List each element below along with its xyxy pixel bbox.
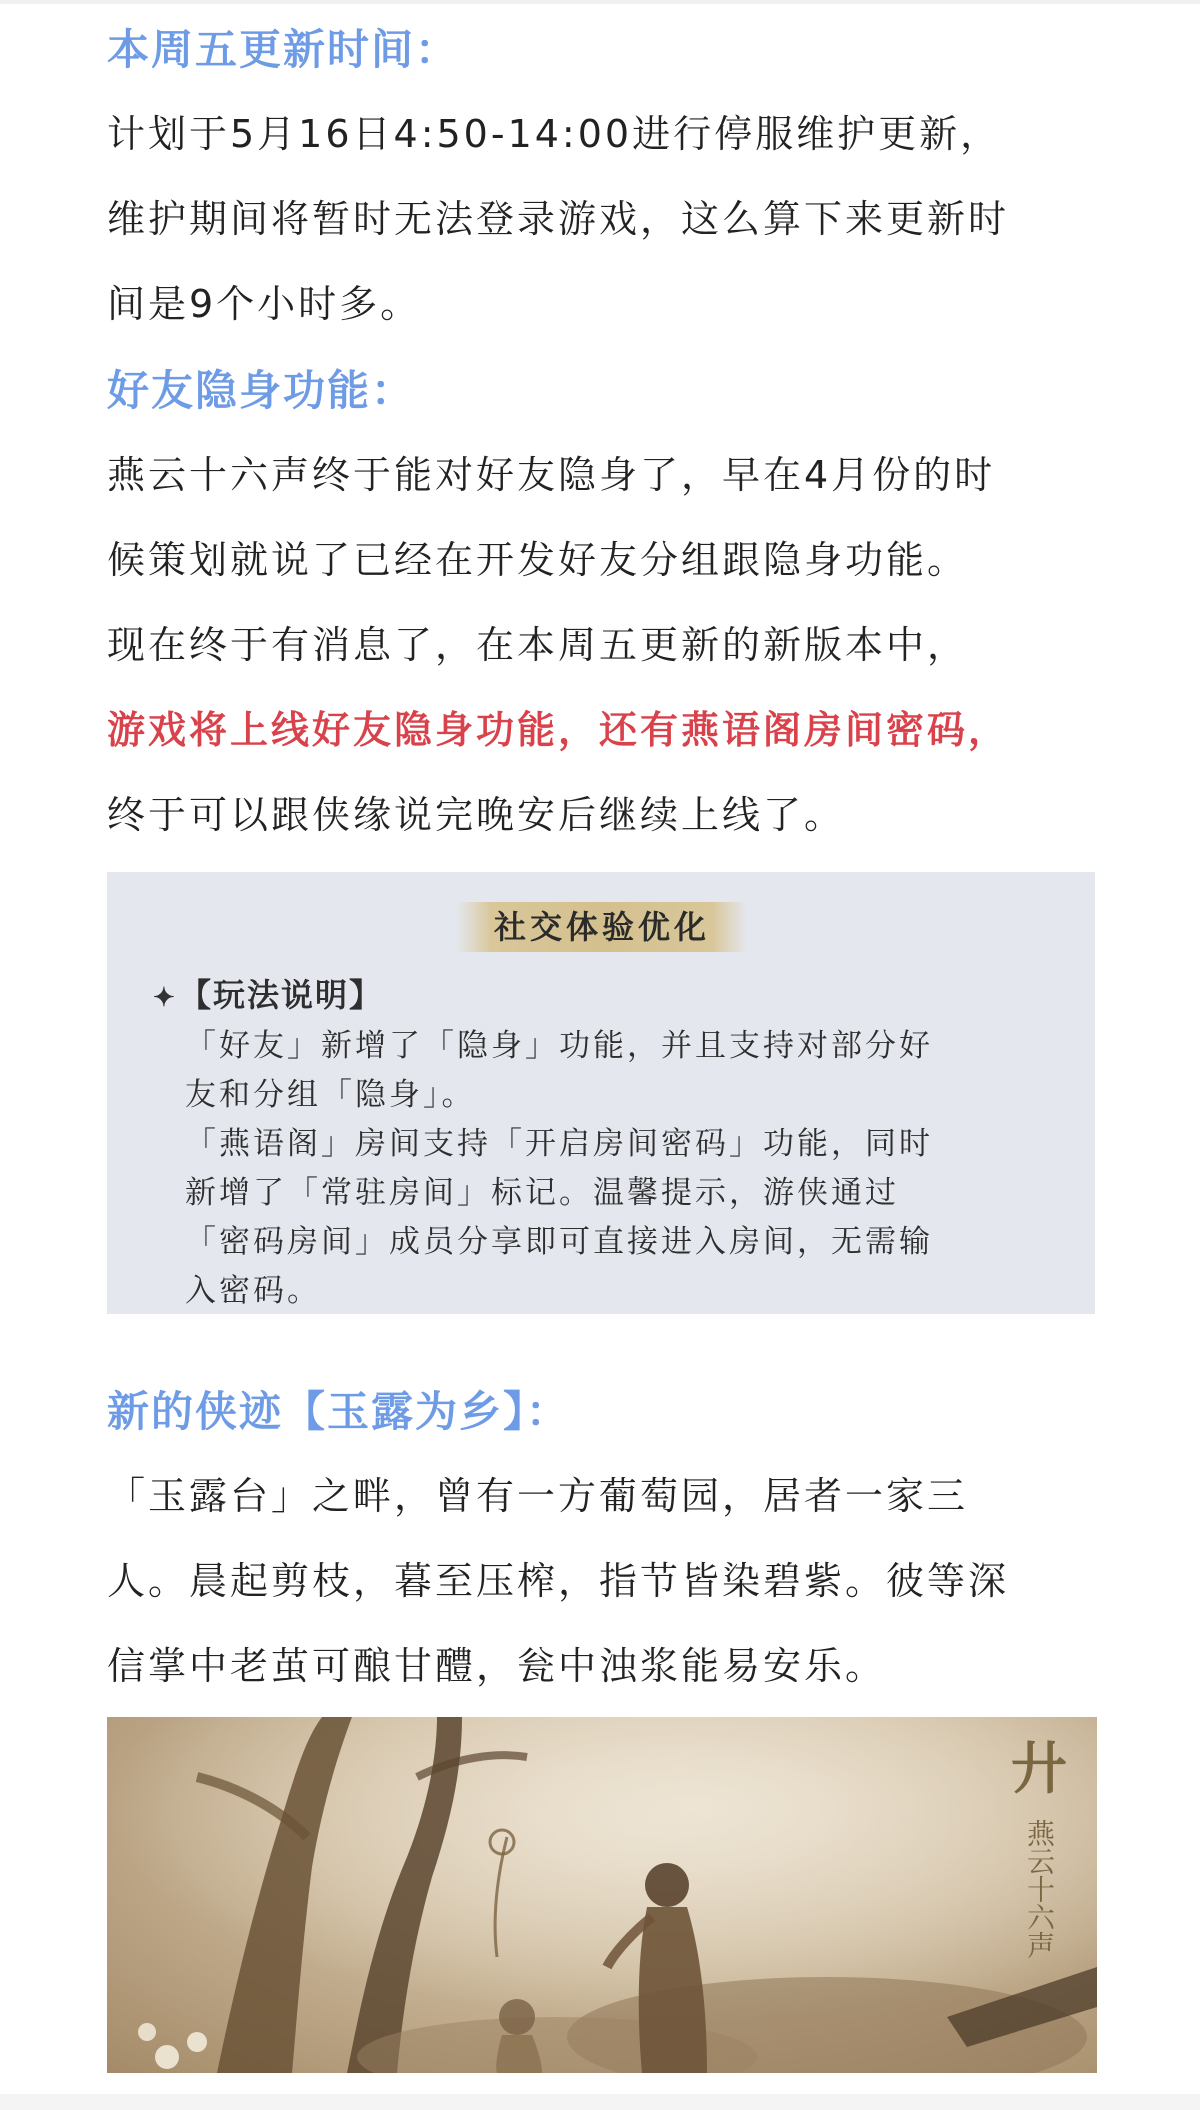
article-body [107, 22, 1093, 2073]
game-logo [999, 1736, 1079, 1983]
logo-mark: 廾 [1011, 1736, 1067, 1802]
paragraph-line: 人。晨起剪枝，暮至压榨，指节皆染碧紫。彼等深 [107, 1559, 1010, 1603]
sparkle-icon: ✦ [153, 983, 177, 1013]
highlight-line: 游戏将上线好友隐身功能，还有燕语阁房间密码， [107, 708, 1010, 752]
notice-subtitle [153, 972, 383, 1021]
paragraph-line: 燕云十六声终于能对好友隐身了，早在4月份的时 [107, 453, 996, 497]
top-divider [0, 0, 1200, 4]
paragraph-line: 「玉露台」之畔，曾有一方葡萄园，居者一家三 [107, 1474, 969, 1518]
paragraph-line: 终于可以跟侠缘说完晚安后继续上线了。 [107, 793, 846, 837]
notice-subtitle-text: 【玩法说明】 [179, 976, 384, 1014]
paragraph-line: 间是9个小时多。 [107, 282, 422, 326]
paragraph-line: 信掌中老茧可酿甘醴，瓮中浊浆能易安乐。 [107, 1644, 887, 1688]
social-optimization-notice-image [107, 872, 1095, 1314]
notice-line: 「密码房间」成员分享即可直接进入房间，无需输 [185, 1224, 933, 1260]
notice-line: 「好友」新增了「隐身」功能，并且支持对部分好 [185, 1028, 933, 1064]
notice-line: 「燕语阁」房间支持「开启房间密码」功能，同时 [185, 1126, 933, 1162]
logo-text: 燕云十六声 [1023, 1819, 1056, 1959]
paragraph-line: 维护期间将暂时无法登录游戏，这么算下来更新时 [107, 197, 1010, 241]
notice-line: 友和分组「隐身」。 [185, 1077, 476, 1113]
paragraph-line: 现在终于有消息了，在本周五更新的新版本中， [107, 623, 969, 667]
notice-line: 入密码。 [185, 1273, 321, 1309]
new-quest-paragraph [107, 1454, 1093, 1709]
paragraph-line: 计划于5月16日4:50-14:00进行停服维护更新， [107, 112, 1002, 156]
notice-body [185, 1022, 1065, 1316]
notice-title: 社交体验优化 [457, 902, 747, 952]
notice-line: 新增了「常驻房间」标记。温馨提示，游侠通过 [185, 1175, 899, 1211]
section-heading-new-quest: 新的侠迹【玉露为乡】： [107, 1387, 571, 1436]
game-scene-image [107, 1717, 1097, 2073]
friend-invisible-paragraph [107, 433, 1093, 858]
section-heading-friend-invisible: 好友隐身功能： [107, 366, 416, 415]
section-heading-update-time: 本周五更新时间： [107, 25, 460, 74]
update-time-paragraph [107, 92, 1093, 347]
scene-illustration [107, 1717, 1097, 2073]
bottom-divider [0, 2094, 1200, 2110]
paragraph-line: 候策划就说了已经在开发好友分组跟隐身功能。 [107, 538, 969, 582]
